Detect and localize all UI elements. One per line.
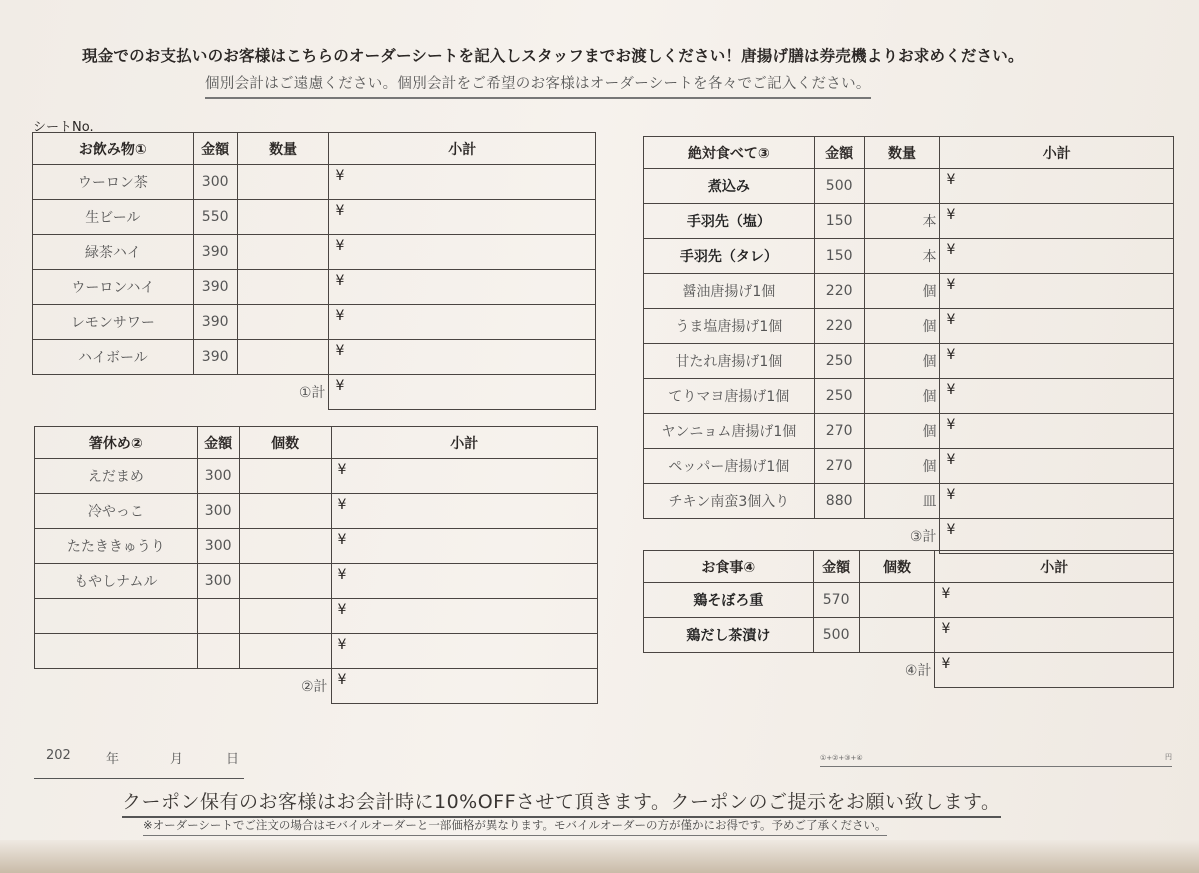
qty-field[interactable]: 本 (864, 204, 940, 239)
table-row (644, 274, 1174, 309)
qty-field[interactable]: 個 (864, 379, 940, 414)
item-name: うま塩唐揚げ1個 (644, 309, 815, 344)
subtotal-field[interactable]: ¥ (940, 449, 1174, 484)
table-row (35, 634, 598, 669)
total-field[interactable]: ¥ (329, 375, 596, 410)
date-field[interactable] (34, 744, 244, 779)
item-name: 緑茶ハイ (33, 235, 194, 270)
table-header (35, 427, 598, 459)
qty-field[interactable] (239, 564, 331, 599)
item-price: 550 (193, 200, 237, 235)
item-name: 鶏そぼろ重 (644, 583, 814, 618)
table-row (644, 379, 1174, 414)
item-name: たたききゅうり (35, 529, 198, 564)
subtotal-field[interactable]: ¥ (935, 583, 1174, 618)
table-row (35, 459, 598, 494)
drinks-table (32, 132, 596, 410)
item-name: てりマヨ唐揚げ1個 (644, 379, 815, 414)
item-name: 冷やっこ (35, 494, 198, 529)
item-price: 250 (814, 344, 864, 379)
item-price: 300 (197, 564, 239, 599)
table-row (33, 340, 596, 375)
item-price: 570 (813, 583, 859, 618)
item-price (197, 599, 239, 634)
col-price: 金額 (813, 551, 859, 583)
total-label: ④計 (904, 663, 932, 680)
col-subtotal: 小計 (940, 137, 1174, 169)
item-name: 手羽先（塩） (644, 204, 815, 239)
total-row (35, 669, 598, 704)
section-title: 絶対食べて③ (644, 137, 815, 169)
item-name: ハイボール (33, 340, 194, 375)
item-name: 甘たれ唐揚げ1個 (644, 344, 815, 379)
item-price: 880 (814, 484, 864, 519)
table-row (35, 564, 598, 599)
subtotal-field[interactable]: ¥ (940, 379, 1174, 414)
item-name: ウーロンハイ (33, 270, 194, 305)
subtotal-field[interactable]: ¥ (940, 204, 1174, 239)
col-qty: 数量 (237, 133, 329, 165)
table-row (33, 200, 596, 235)
date-month-label: 月 (170, 752, 184, 767)
col-qty: 個数 (239, 427, 331, 459)
item-name (35, 599, 198, 634)
qty-field[interactable]: 個 (864, 414, 940, 449)
item-price: 390 (193, 235, 237, 270)
table-row (33, 305, 596, 340)
qty-field[interactable] (859, 583, 935, 618)
subtotal-field[interactable]: ¥ (940, 274, 1174, 309)
instruction-line-2: 個別会計はご遠慮ください。個別会計をご希望のお客様はオーダーシートを各々でご記入ください。 (205, 72, 871, 99)
table-row (33, 270, 596, 305)
table-row (644, 484, 1174, 519)
total-row (33, 375, 596, 410)
coupon-notice: クーポン保有のお客様はお会計時に10%OFFさせて頂きます。クーポンのご提示をお願い致します。 (122, 787, 1001, 818)
date-year-prefix: 202 (46, 748, 71, 763)
item-name: 生ビール (33, 200, 194, 235)
item-name: 醤油唐揚げ1個 (644, 274, 815, 309)
item-price (197, 634, 239, 669)
subtotal-field[interactable]: ¥ (329, 270, 596, 305)
subtotal-field[interactable]: ¥ (935, 618, 1174, 653)
grand-total-unit: 円 (1165, 753, 1172, 761)
table-row (644, 204, 1174, 239)
col-subtotal: 小計 (329, 133, 596, 165)
col-subtotal: 小計 (935, 551, 1174, 583)
item-price: 220 (814, 274, 864, 309)
subtotal-field[interactable]: ¥ (331, 599, 598, 634)
section-title: お食事④ (644, 551, 814, 583)
item-name: チキン南蛮3個入り (644, 484, 815, 519)
subtotal-field[interactable]: ¥ (329, 305, 596, 340)
item-name: レモンサワー (33, 305, 194, 340)
total-field[interactable]: ¥ (331, 669, 598, 704)
table-row (35, 529, 598, 564)
col-qty: 数量 (864, 137, 940, 169)
qty-field[interactable]: 個 (864, 309, 940, 344)
subtotal-field[interactable]: ¥ (329, 340, 596, 375)
must-eat-table (643, 136, 1174, 554)
table-row (644, 239, 1174, 274)
item-price: 390 (193, 270, 237, 305)
subtotal-field[interactable]: ¥ (940, 344, 1174, 379)
col-qty: 個数 (859, 551, 935, 583)
total-row (644, 653, 1174, 688)
qty-field[interactable] (859, 618, 935, 653)
item-price: 390 (193, 340, 237, 375)
sheet-number-label: シートNo. (33, 120, 94, 135)
qty-field[interactable] (237, 270, 329, 305)
section-title: お飲み物① (33, 133, 194, 165)
item-price: 300 (193, 165, 237, 200)
subtotal-field[interactable]: ¥ (940, 239, 1174, 274)
item-price: 500 (813, 618, 859, 653)
grand-total-field[interactable] (820, 750, 1172, 767)
item-name: ウーロン茶 (33, 165, 194, 200)
table-row (644, 309, 1174, 344)
col-price: 金額 (193, 133, 237, 165)
item-name (35, 634, 198, 669)
item-price: 300 (197, 494, 239, 529)
meals-table (643, 550, 1174, 688)
item-price: 500 (814, 169, 864, 204)
subtotal-field[interactable]: ¥ (329, 235, 596, 270)
item-name: ペッパー唐揚げ1個 (644, 449, 815, 484)
qty-field[interactable] (237, 235, 329, 270)
subtotal-field[interactable]: ¥ (329, 200, 596, 235)
table-row (644, 414, 1174, 449)
qty-field[interactable]: 個 (864, 344, 940, 379)
total-label: ③計 (909, 529, 937, 546)
subtotal-field[interactable]: ¥ (940, 484, 1174, 519)
subtotal-field[interactable]: ¥ (331, 564, 598, 599)
section-title: 箸休め② (35, 427, 198, 459)
col-subtotal: 小計 (331, 427, 598, 459)
qty-field[interactable]: 個 (864, 449, 940, 484)
qty-field[interactable] (239, 459, 331, 494)
table-header (644, 137, 1174, 169)
item-price: 270 (814, 414, 864, 449)
table-row (644, 618, 1174, 653)
total-label: ①計 (298, 385, 326, 402)
total-field[interactable]: ¥ (940, 519, 1174, 554)
table-row (644, 344, 1174, 379)
item-name: 手羽先（タレ） (644, 239, 815, 274)
qty-field[interactable] (239, 529, 331, 564)
table-header (644, 551, 1174, 583)
item-price: 250 (814, 379, 864, 414)
sides-table (34, 426, 598, 704)
total-label: ②計 (300, 679, 328, 696)
item-price: 300 (197, 459, 239, 494)
qty-field[interactable] (237, 200, 329, 235)
subtotal-field[interactable]: ¥ (940, 309, 1174, 344)
qty-field[interactable]: 皿 (864, 484, 940, 519)
subtotal-field[interactable]: ¥ (331, 459, 598, 494)
subtotal-field[interactable]: ¥ (940, 169, 1174, 204)
total-field[interactable]: ¥ (935, 653, 1174, 688)
table-row (644, 583, 1174, 618)
qty-field[interactable]: 個 (864, 274, 940, 309)
qty-field[interactable] (239, 634, 331, 669)
qty-field[interactable] (237, 165, 329, 200)
instruction-line-1: 現金でのお支払いのお客様はこちらのオーダーシートを記入しスタッフまでお渡しください！唐揚げ膳は券売機よりお求めください。 (82, 47, 1024, 65)
qty-field[interactable]: 本 (864, 239, 940, 274)
item-name: 鶏だし茶漬け (644, 618, 814, 653)
price-note: ※オーダーシートでご注文の場合はモバイルオーダーと一部価格が異なります。モバイルオーダーの方が僅かにお得です。予めご了承ください。 (143, 817, 887, 836)
subtotal-field[interactable]: ¥ (940, 414, 1174, 449)
table-row (644, 449, 1174, 484)
grand-total-label: ①+②+③+④ (820, 754, 863, 762)
qty-field[interactable] (864, 169, 940, 204)
item-price: 220 (814, 309, 864, 344)
subtotal-field[interactable]: ¥ (329, 165, 596, 200)
background-surface (0, 840, 1199, 873)
qty-field[interactable] (237, 305, 329, 340)
table-row (33, 165, 596, 200)
table-row (35, 494, 598, 529)
item-name: 煮込み (644, 169, 815, 204)
item-price: 150 (814, 204, 864, 239)
item-price: 270 (814, 449, 864, 484)
col-price: 金額 (814, 137, 864, 169)
table-row (644, 169, 1174, 204)
subtotal-field[interactable]: ¥ (331, 529, 598, 564)
item-name: えだまめ (35, 459, 198, 494)
subtotal-field[interactable]: ¥ (331, 634, 598, 669)
qty-field[interactable] (237, 340, 329, 375)
qty-field[interactable] (239, 494, 331, 529)
date-year-label: 年 (106, 752, 120, 767)
item-price: 150 (814, 239, 864, 274)
subtotal-field[interactable]: ¥ (331, 494, 598, 529)
table-row (35, 599, 598, 634)
total-row (644, 519, 1174, 554)
table-header (33, 133, 596, 165)
table-row (33, 235, 596, 270)
item-name: もやしナムル (35, 564, 198, 599)
item-name: ヤンニョム唐揚げ1個 (644, 414, 815, 449)
item-price: 390 (193, 305, 237, 340)
item-price: 300 (197, 529, 239, 564)
qty-field[interactable] (239, 599, 331, 634)
col-price: 金額 (197, 427, 239, 459)
date-day-label: 日 (226, 752, 240, 767)
